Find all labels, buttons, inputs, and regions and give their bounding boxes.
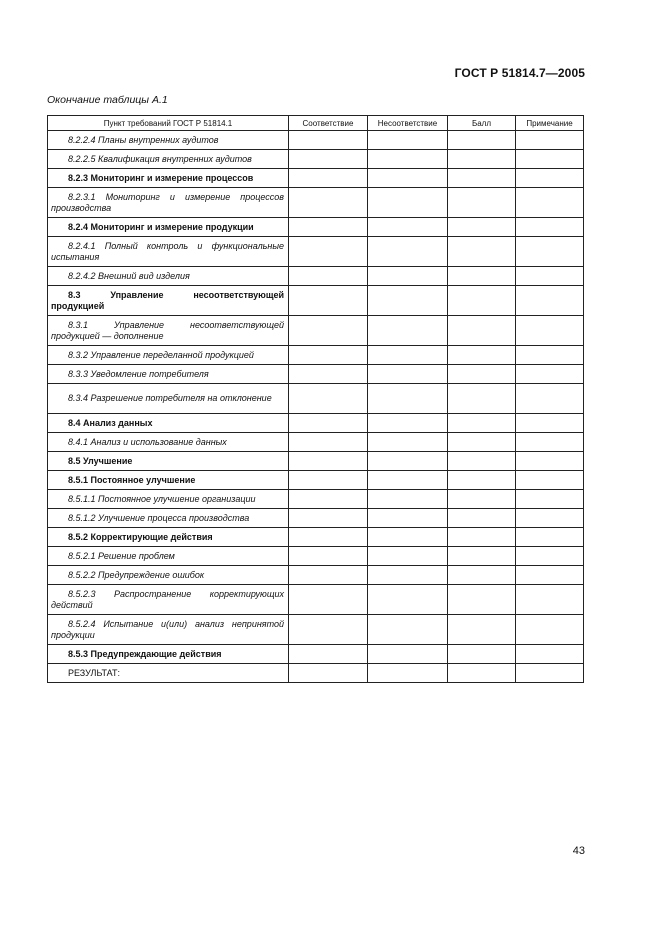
score-cell[interactable] [448, 452, 516, 471]
table-row [48, 615, 584, 645]
table-row [48, 664, 584, 683]
note-cell[interactable] [516, 316, 584, 346]
conformity-cell[interactable] [289, 645, 368, 664]
note-cell[interactable] [516, 131, 584, 150]
table-row [48, 150, 584, 169]
table-row [48, 645, 584, 664]
table-body [48, 131, 584, 683]
table-row [48, 414, 584, 433]
requirement-cell: 8.4 Анализ данных [48, 414, 289, 433]
requirement-cell: 8.2.4.2 Внешний вид изделия [48, 267, 289, 286]
conformity-cell[interactable] [289, 131, 368, 150]
table-caption: Окончание таблицы А.1 [47, 94, 168, 106]
conformity-cell[interactable] [289, 566, 368, 585]
requirement-cell: 8.3.1 Управление несоответствующей продукцией — дополнение [48, 316, 289, 346]
requirement-cell: 8.5.1.2 Улучшение процесса производства [48, 509, 289, 528]
conformity-cell[interactable] [289, 414, 368, 433]
requirement-cell: 8.2.2.4 Планы внутренних аудитов [48, 131, 289, 150]
conformity-cell[interactable] [289, 433, 368, 452]
note-cell[interactable] [516, 645, 584, 664]
nonconformity-cell[interactable] [368, 585, 448, 615]
score-cell[interactable] [448, 645, 516, 664]
nonconformity-cell[interactable] [368, 471, 448, 490]
score-cell[interactable] [448, 664, 516, 683]
table-row [48, 490, 584, 509]
score-cell[interactable] [448, 346, 516, 365]
requirement-cell: 8.5.3 Предупреждающие действия [48, 645, 289, 664]
requirement-cell: 8.5.2.1 Решение проблем [48, 547, 289, 566]
score-cell[interactable] [448, 218, 516, 237]
column-header-conformity: Соответствие [289, 116, 368, 131]
score-cell[interactable] [448, 471, 516, 490]
score-cell[interactable] [448, 615, 516, 645]
document-id: ГОСТ Р 51814.7—2005 [454, 66, 585, 80]
table-row [48, 452, 584, 471]
requirement-cell: РЕЗУЛЬТАТ: [48, 664, 289, 683]
score-cell[interactable] [448, 169, 516, 188]
nonconformity-cell[interactable] [368, 316, 448, 346]
requirement-cell: 8.5.2.3 Распространение корректирующих действий [48, 585, 289, 615]
score-cell[interactable] [448, 316, 516, 346]
nonconformity-cell[interactable] [368, 267, 448, 286]
requirement-cell: 8.2.3 Мониторинг и измерение процессов [48, 169, 289, 188]
note-cell[interactable] [516, 218, 584, 237]
score-cell[interactable] [448, 188, 516, 218]
note-cell[interactable] [516, 615, 584, 645]
nonconformity-cell[interactable] [368, 452, 448, 471]
note-cell[interactable] [516, 267, 584, 286]
nonconformity-cell[interactable] [368, 509, 448, 528]
note-cell[interactable] [516, 414, 584, 433]
requirement-cell: 8.5.2.2 Предупреждение ошибок [48, 566, 289, 585]
conformity-cell[interactable] [289, 471, 368, 490]
conformity-cell[interactable] [289, 528, 368, 547]
nonconformity-cell[interactable] [368, 433, 448, 452]
requirement-cell: 8.4.1 Анализ и использование данных [48, 433, 289, 452]
nonconformity-cell[interactable] [368, 566, 448, 585]
column-header-note: Примечание [516, 116, 584, 131]
conformity-cell[interactable] [289, 547, 368, 566]
note-cell[interactable] [516, 237, 584, 267]
requirement-cell: 8.3.2 Управление переделанной продукцией [48, 346, 289, 365]
note-cell[interactable] [516, 490, 584, 509]
nonconformity-cell[interactable] [368, 365, 448, 384]
nonconformity-cell[interactable] [368, 169, 448, 188]
nonconformity-cell[interactable] [368, 150, 448, 169]
note-cell[interactable] [516, 188, 584, 218]
table-row [48, 188, 584, 218]
score-cell[interactable] [448, 414, 516, 433]
conformity-cell[interactable] [289, 316, 368, 346]
conformity-cell[interactable] [289, 384, 368, 414]
score-cell[interactable] [448, 384, 516, 414]
table-row [48, 566, 584, 585]
requirement-cell: 8.5.2.4 Испытание и(или) анализ непринятой продукции [48, 615, 289, 645]
table-row [48, 237, 584, 267]
nonconformity-cell[interactable] [368, 645, 448, 664]
conformity-cell[interactable] [289, 150, 368, 169]
table-row [48, 169, 584, 188]
note-cell[interactable] [516, 547, 584, 566]
note-cell[interactable] [516, 471, 584, 490]
requirement-cell: 8.2.4 Мониторинг и измерение продукции [48, 218, 289, 237]
table-row [48, 509, 584, 528]
table-row [48, 316, 584, 346]
note-cell[interactable] [516, 346, 584, 365]
conformity-cell[interactable] [289, 267, 368, 286]
nonconformity-cell[interactable] [368, 528, 448, 547]
conformity-cell[interactable] [289, 237, 368, 267]
score-cell[interactable] [448, 547, 516, 566]
conformity-cell[interactable] [289, 169, 368, 188]
column-header-score: Балл [448, 116, 516, 131]
conformity-cell[interactable] [289, 452, 368, 471]
note-cell[interactable] [516, 509, 584, 528]
nonconformity-cell[interactable] [368, 218, 448, 237]
conformity-cell[interactable] [289, 615, 368, 645]
score-cell[interactable] [448, 509, 516, 528]
note-cell[interactable] [516, 286, 584, 316]
table-row [48, 131, 584, 150]
requirements-table [47, 115, 584, 683]
nonconformity-cell[interactable] [368, 131, 448, 150]
table-row [48, 365, 584, 384]
score-cell[interactable] [448, 528, 516, 547]
score-cell[interactable] [448, 365, 516, 384]
requirement-cell: 8.5.1 Постоянное улучшение [48, 471, 289, 490]
conformity-cell[interactable] [289, 509, 368, 528]
table-row [48, 547, 584, 566]
note-cell[interactable] [516, 150, 584, 169]
nonconformity-cell[interactable] [368, 286, 448, 316]
requirement-cell: 8.5.2 Корректирующие действия [48, 528, 289, 547]
conformity-cell[interactable] [289, 218, 368, 237]
requirement-cell: 8.2.4.1 Полный контроль и функциональные испытания [48, 237, 289, 267]
score-cell[interactable] [448, 433, 516, 452]
nonconformity-cell[interactable] [368, 188, 448, 218]
note-cell[interactable] [516, 433, 584, 452]
requirement-cell: 8.5.1.1 Постоянное улучшение организации [48, 490, 289, 509]
score-cell[interactable] [448, 286, 516, 316]
score-cell[interactable] [448, 566, 516, 585]
conformity-cell[interactable] [289, 585, 368, 615]
column-header-nonconformity: Несоответствие [368, 116, 448, 131]
nonconformity-cell[interactable] [368, 664, 448, 683]
requirement-cell: 8.3 Управление несоответствующей продукцией [48, 286, 289, 316]
table-row [48, 471, 584, 490]
conformity-cell[interactable] [289, 188, 368, 218]
table-row [48, 384, 584, 414]
requirement-cell: 8.2.2.5 Квалификация внутренних аудитов [48, 150, 289, 169]
score-cell[interactable] [448, 237, 516, 267]
nonconformity-cell[interactable] [368, 490, 448, 509]
conformity-cell[interactable] [289, 286, 368, 316]
note-cell[interactable] [516, 365, 584, 384]
table-row [48, 218, 584, 237]
table-row [48, 286, 584, 316]
score-cell[interactable] [448, 131, 516, 150]
note-cell[interactable] [516, 384, 584, 414]
note-cell[interactable] [516, 664, 584, 683]
nonconformity-cell[interactable] [368, 615, 448, 645]
table-row [48, 585, 584, 615]
table-header-row [48, 116, 584, 131]
conformity-cell[interactable] [289, 365, 368, 384]
nonconformity-cell[interactable] [368, 414, 448, 433]
table-row [48, 346, 584, 365]
page-number: 43 [572, 845, 585, 857]
nonconformity-cell[interactable] [368, 237, 448, 267]
note-cell[interactable] [516, 566, 584, 585]
note-cell[interactable] [516, 585, 584, 615]
requirement-cell: 8.3.4 Разрешение потребителя на отклонение [48, 384, 289, 414]
requirement-cell: 8.5 Улучшение [48, 452, 289, 471]
score-cell[interactable] [448, 150, 516, 169]
column-header-requirement: Пункт требований ГОСТ Р 51814.1 [48, 116, 289, 131]
nonconformity-cell[interactable] [368, 547, 448, 566]
score-cell[interactable] [448, 585, 516, 615]
table-row [48, 433, 584, 452]
table-row [48, 528, 584, 547]
conformity-cell[interactable] [289, 664, 368, 683]
nonconformity-cell[interactable] [368, 346, 448, 365]
requirement-cell: 8.2.3.1 Мониторинг и измерение процессов производства [48, 188, 289, 218]
nonconformity-cell[interactable] [368, 384, 448, 414]
conformity-cell[interactable] [289, 490, 368, 509]
score-cell[interactable] [448, 490, 516, 509]
requirement-cell: 8.3.3 Уведомление потребителя [48, 365, 289, 384]
score-cell[interactable] [448, 267, 516, 286]
note-cell[interactable] [516, 528, 584, 547]
conformity-cell[interactable] [289, 346, 368, 365]
table-row [48, 267, 584, 286]
note-cell[interactable] [516, 452, 584, 471]
note-cell[interactable] [516, 169, 584, 188]
